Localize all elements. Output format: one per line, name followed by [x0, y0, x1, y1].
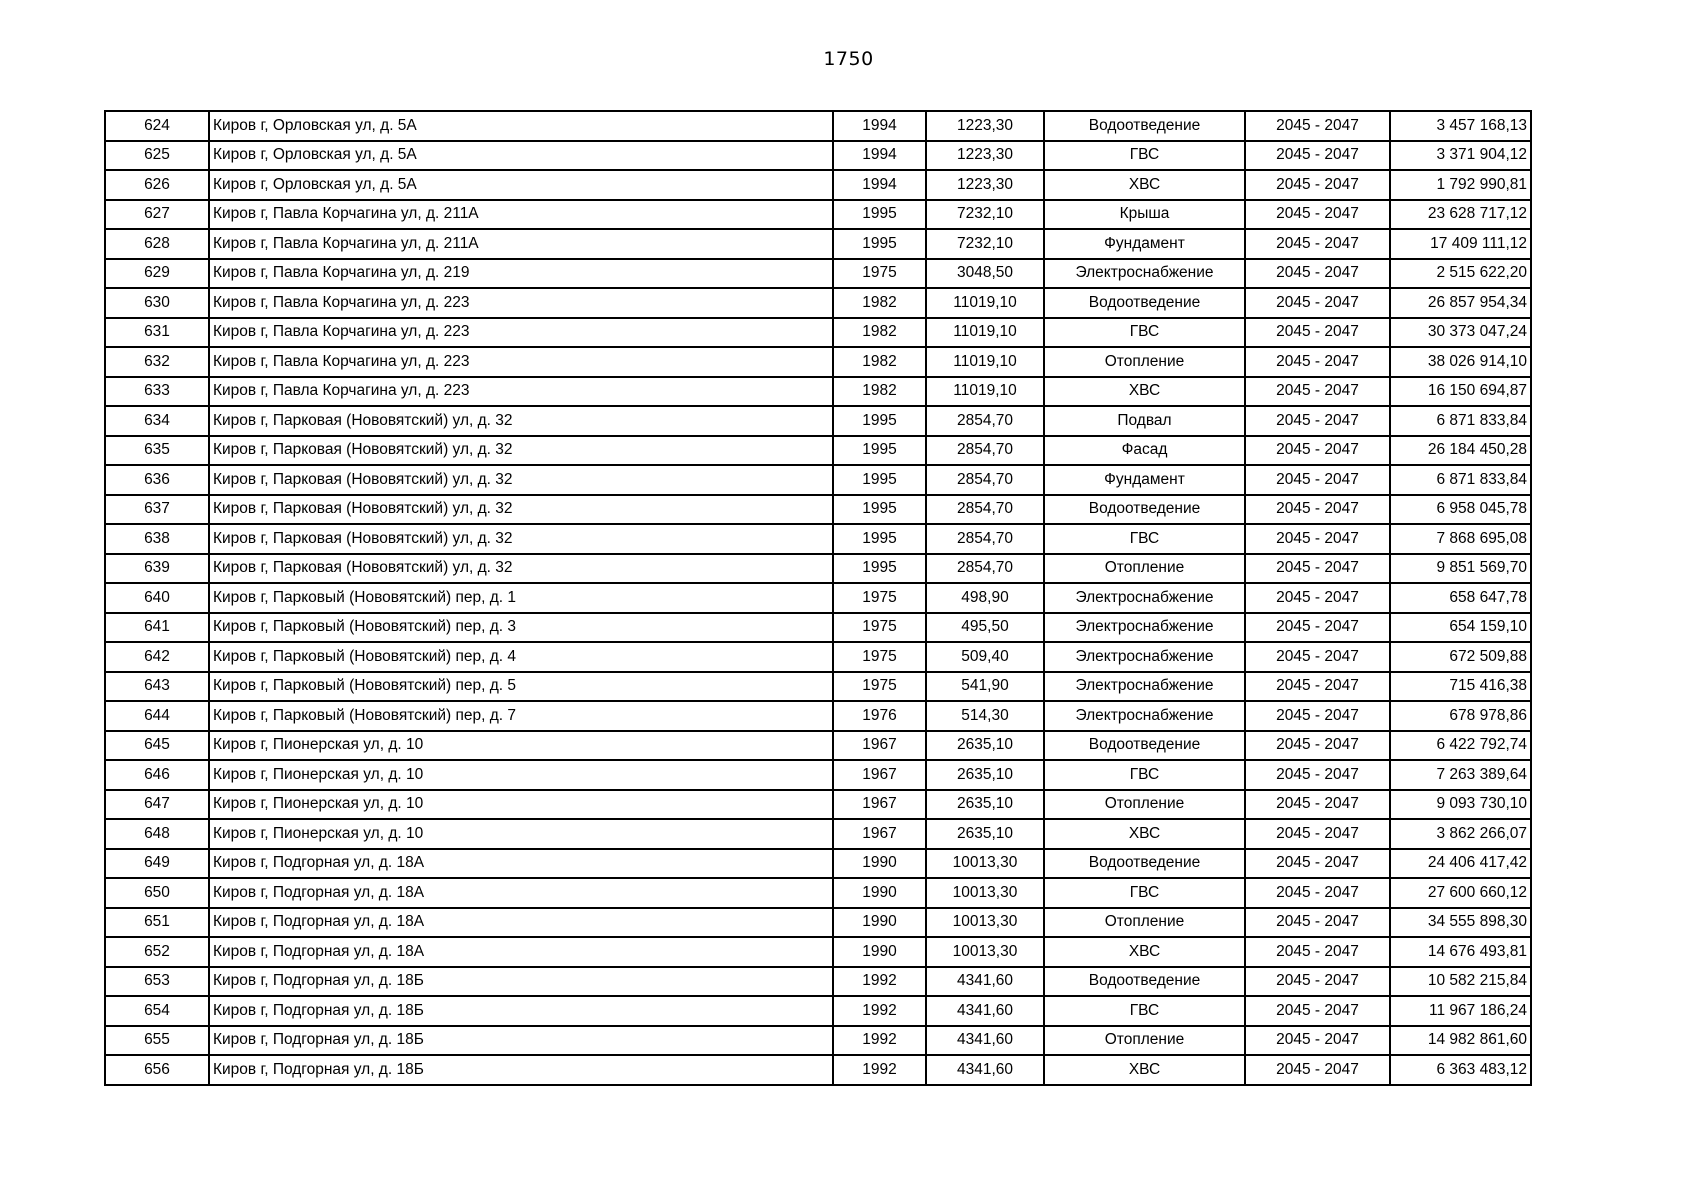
row-number-cell: 655 — [105, 1026, 209, 1056]
address-cell: Киров г, Парковая (Нововятский) ул, д. 32 — [209, 436, 833, 466]
table-row — [105, 996, 1531, 1026]
row-number-cell: 639 — [105, 554, 209, 584]
row-number-cell: 640 — [105, 583, 209, 613]
address-cell: Киров г, Павла Корчагина ул, д. 223 — [209, 288, 833, 318]
table-row — [105, 967, 1531, 997]
build-year-cell: 1967 — [833, 819, 926, 849]
area-cell: 1223,30 — [926, 170, 1044, 200]
area-cell: 3048,50 — [926, 259, 1044, 289]
area-cell: 10013,30 — [926, 849, 1044, 879]
table-row — [105, 524, 1531, 554]
work-type-cell: ГВС — [1044, 760, 1245, 790]
build-year-cell: 1995 — [833, 524, 926, 554]
build-year-cell: 1975 — [833, 259, 926, 289]
cost-cell: 6 958 045,78 — [1390, 495, 1531, 525]
area-cell: 2854,70 — [926, 495, 1044, 525]
work-type-cell: Электроснабжение — [1044, 642, 1245, 672]
period-cell: 2045 - 2047 — [1245, 465, 1390, 495]
address-cell: Киров г, Павла Корчагина ул, д. 223 — [209, 318, 833, 348]
work-type-cell: Крыша — [1044, 200, 1245, 230]
repair-schedule-table — [104, 110, 1532, 1086]
row-number-cell: 647 — [105, 790, 209, 820]
work-type-cell: Электроснабжение — [1044, 613, 1245, 643]
table-row — [105, 790, 1531, 820]
cost-cell: 30 373 047,24 — [1390, 318, 1531, 348]
row-number-cell: 626 — [105, 170, 209, 200]
row-number-cell: 627 — [105, 200, 209, 230]
area-cell: 4341,60 — [926, 1055, 1044, 1085]
table-row — [105, 642, 1531, 672]
period-cell: 2045 - 2047 — [1245, 967, 1390, 997]
table-row — [105, 819, 1531, 849]
row-number-cell: 635 — [105, 436, 209, 466]
work-type-cell: Электроснабжение — [1044, 259, 1245, 289]
table-row — [105, 141, 1531, 171]
row-number-cell: 628 — [105, 229, 209, 259]
row-number-cell: 645 — [105, 731, 209, 761]
cost-cell: 678 978,86 — [1390, 701, 1531, 731]
period-cell: 2045 - 2047 — [1245, 1026, 1390, 1056]
work-type-cell: Отопление — [1044, 347, 1245, 377]
area-cell: 11019,10 — [926, 318, 1044, 348]
row-number-cell: 648 — [105, 819, 209, 849]
area-cell: 2854,70 — [926, 554, 1044, 584]
cost-cell: 34 555 898,30 — [1390, 908, 1531, 938]
table-row — [105, 878, 1531, 908]
address-cell: Киров г, Пионерская ул, д. 10 — [209, 790, 833, 820]
cost-cell: 26 184 450,28 — [1390, 436, 1531, 466]
table-body — [105, 111, 1531, 1085]
address-cell: Киров г, Парковая (Нововятский) ул, д. 32 — [209, 554, 833, 584]
work-type-cell: Водоотведение — [1044, 495, 1245, 525]
row-number-cell: 646 — [105, 760, 209, 790]
work-type-cell: Водоотведение — [1044, 288, 1245, 318]
address-cell: Киров г, Павла Корчагина ул, д. 223 — [209, 347, 833, 377]
address-cell: Киров г, Пионерская ул, д. 10 — [209, 760, 833, 790]
table-row — [105, 731, 1531, 761]
cost-cell: 17 409 111,12 — [1390, 229, 1531, 259]
row-number-cell: 625 — [105, 141, 209, 171]
row-number-cell: 634 — [105, 406, 209, 436]
area-cell: 11019,10 — [926, 288, 1044, 318]
period-cell: 2045 - 2047 — [1245, 141, 1390, 171]
cost-cell: 16 150 694,87 — [1390, 377, 1531, 407]
area-cell: 2854,70 — [926, 465, 1044, 495]
cost-cell: 658 647,78 — [1390, 583, 1531, 613]
address-cell: Киров г, Орловская ул, д. 5А — [209, 111, 833, 141]
row-number-cell: 624 — [105, 111, 209, 141]
work-type-cell: ГВС — [1044, 996, 1245, 1026]
row-number-cell: 633 — [105, 377, 209, 407]
build-year-cell: 1995 — [833, 406, 926, 436]
cost-cell: 24 406 417,42 — [1390, 849, 1531, 879]
build-year-cell: 1994 — [833, 111, 926, 141]
area-cell: 495,50 — [926, 613, 1044, 643]
row-number-cell: 638 — [105, 524, 209, 554]
area-cell: 2854,70 — [926, 436, 1044, 466]
cost-cell: 1 792 990,81 — [1390, 170, 1531, 200]
cost-cell: 672 509,88 — [1390, 642, 1531, 672]
cost-cell: 3 862 266,07 — [1390, 819, 1531, 849]
period-cell: 2045 - 2047 — [1245, 347, 1390, 377]
row-number-cell: 637 — [105, 495, 209, 525]
period-cell: 2045 - 2047 — [1245, 701, 1390, 731]
build-year-cell: 1967 — [833, 760, 926, 790]
address-cell: Киров г, Парковый (Нововятский) пер, д. 1 — [209, 583, 833, 613]
address-cell: Киров г, Подгорная ул, д. 18Б — [209, 1026, 833, 1056]
work-type-cell: Водоотведение — [1044, 967, 1245, 997]
build-year-cell: 1967 — [833, 731, 926, 761]
table-row — [105, 908, 1531, 938]
cost-cell: 26 857 954,34 — [1390, 288, 1531, 318]
table-row — [105, 170, 1531, 200]
row-number-cell: 650 — [105, 878, 209, 908]
build-year-cell: 1995 — [833, 229, 926, 259]
period-cell: 2045 - 2047 — [1245, 259, 1390, 289]
table-row — [105, 937, 1531, 967]
period-cell: 2045 - 2047 — [1245, 908, 1390, 938]
period-cell: 2045 - 2047 — [1245, 731, 1390, 761]
area-cell: 2854,70 — [926, 524, 1044, 554]
address-cell: Киров г, Подгорная ул, д. 18А — [209, 849, 833, 879]
build-year-cell: 1995 — [833, 436, 926, 466]
address-cell: Киров г, Парковый (Нововятский) пер, д. 5 — [209, 672, 833, 702]
table-row — [105, 229, 1531, 259]
address-cell: Киров г, Подгорная ул, д. 18Б — [209, 1055, 833, 1085]
address-cell: Киров г, Павла Корчагина ул, д. 223 — [209, 377, 833, 407]
address-cell: Киров г, Парковая (Нововятский) ул, д. 32 — [209, 465, 833, 495]
period-cell: 2045 - 2047 — [1245, 170, 1390, 200]
address-cell: Киров г, Подгорная ул, д. 18А — [209, 937, 833, 967]
address-cell: Киров г, Парковая (Нововятский) ул, д. 32 — [209, 524, 833, 554]
area-cell: 7232,10 — [926, 229, 1044, 259]
period-cell: 2045 - 2047 — [1245, 790, 1390, 820]
row-number-cell: 653 — [105, 967, 209, 997]
table-row — [105, 200, 1531, 230]
work-type-cell: Отопление — [1044, 1026, 1245, 1056]
address-cell: Киров г, Орловская ул, д. 5А — [209, 141, 833, 171]
work-type-cell: Отопление — [1044, 908, 1245, 938]
table-row — [105, 613, 1531, 643]
row-number-cell: 631 — [105, 318, 209, 348]
period-cell: 2045 - 2047 — [1245, 229, 1390, 259]
area-cell: 11019,10 — [926, 347, 1044, 377]
table-row — [105, 377, 1531, 407]
work-type-cell: Водоотведение — [1044, 731, 1245, 761]
row-number-cell: 649 — [105, 849, 209, 879]
table-row — [105, 406, 1531, 436]
table-row — [105, 495, 1531, 525]
period-cell: 2045 - 2047 — [1245, 200, 1390, 230]
build-year-cell: 1982 — [833, 288, 926, 318]
cost-cell: 3 371 904,12 — [1390, 141, 1531, 171]
table-row — [105, 288, 1531, 318]
work-type-cell: ГВС — [1044, 878, 1245, 908]
address-cell: Киров г, Подгорная ул, д. 18Б — [209, 967, 833, 997]
cost-cell: 7 263 389,64 — [1390, 760, 1531, 790]
cost-cell: 6 871 833,84 — [1390, 465, 1531, 495]
build-year-cell: 1990 — [833, 849, 926, 879]
period-cell: 2045 - 2047 — [1245, 760, 1390, 790]
work-type-cell: Электроснабжение — [1044, 672, 1245, 702]
table-row — [105, 701, 1531, 731]
area-cell: 2635,10 — [926, 790, 1044, 820]
work-type-cell: Электроснабжение — [1044, 701, 1245, 731]
build-year-cell: 1994 — [833, 170, 926, 200]
work-type-cell: ХВС — [1044, 1055, 1245, 1085]
build-year-cell: 1967 — [833, 790, 926, 820]
table-row — [105, 554, 1531, 584]
area-cell: 514,30 — [926, 701, 1044, 731]
period-cell: 2045 - 2047 — [1245, 1055, 1390, 1085]
period-cell: 2045 - 2047 — [1245, 583, 1390, 613]
row-number-cell: 643 — [105, 672, 209, 702]
period-cell: 2045 - 2047 — [1245, 377, 1390, 407]
period-cell: 2045 - 2047 — [1245, 111, 1390, 141]
table-row — [105, 347, 1531, 377]
cost-cell: 6 422 792,74 — [1390, 731, 1531, 761]
address-cell: Киров г, Подгорная ул, д. 18Б — [209, 996, 833, 1026]
work-type-cell: ХВС — [1044, 937, 1245, 967]
table-row — [105, 760, 1531, 790]
table-row — [105, 259, 1531, 289]
row-number-cell: 656 — [105, 1055, 209, 1085]
table-row — [105, 849, 1531, 879]
build-year-cell: 1994 — [833, 141, 926, 171]
build-year-cell: 1995 — [833, 465, 926, 495]
address-cell: Киров г, Пионерская ул, д. 10 — [209, 819, 833, 849]
row-number-cell: 642 — [105, 642, 209, 672]
period-cell: 2045 - 2047 — [1245, 288, 1390, 318]
row-number-cell: 629 — [105, 259, 209, 289]
area-cell: 2635,10 — [926, 731, 1044, 761]
cost-cell: 9 851 569,70 — [1390, 554, 1531, 584]
build-year-cell: 1992 — [833, 996, 926, 1026]
work-type-cell: ХВС — [1044, 170, 1245, 200]
build-year-cell: 1975 — [833, 672, 926, 702]
address-cell: Киров г, Парковая (Нововятский) ул, д. 32 — [209, 495, 833, 525]
build-year-cell: 1992 — [833, 967, 926, 997]
period-cell: 2045 - 2047 — [1245, 406, 1390, 436]
address-cell: Киров г, Парковая (Нововятский) ул, д. 32 — [209, 406, 833, 436]
build-year-cell: 1982 — [833, 347, 926, 377]
address-cell: Киров г, Подгорная ул, д. 18А — [209, 878, 833, 908]
period-cell: 2045 - 2047 — [1245, 642, 1390, 672]
cost-cell: 3 457 168,13 — [1390, 111, 1531, 141]
area-cell: 4341,60 — [926, 967, 1044, 997]
address-cell: Киров г, Парковый (Нововятский) пер, д. 4 — [209, 642, 833, 672]
work-type-cell: ХВС — [1044, 819, 1245, 849]
area-cell: 2854,70 — [926, 406, 1044, 436]
table-row — [105, 111, 1531, 141]
cost-cell: 10 582 215,84 — [1390, 967, 1531, 997]
build-year-cell: 1995 — [833, 554, 926, 584]
row-number-cell: 654 — [105, 996, 209, 1026]
address-cell: Киров г, Орловская ул, д. 5А — [209, 170, 833, 200]
cost-cell: 7 868 695,08 — [1390, 524, 1531, 554]
row-number-cell: 630 — [105, 288, 209, 318]
period-cell: 2045 - 2047 — [1245, 672, 1390, 702]
period-cell: 2045 - 2047 — [1245, 436, 1390, 466]
work-type-cell: Фундамент — [1044, 229, 1245, 259]
work-type-cell: Водоотведение — [1044, 111, 1245, 141]
work-type-cell: ГВС — [1044, 318, 1245, 348]
area-cell: 10013,30 — [926, 937, 1044, 967]
address-cell: Киров г, Парковый (Нововятский) пер, д. 7 — [209, 701, 833, 731]
table-row — [105, 1055, 1531, 1085]
period-cell: 2045 - 2047 — [1245, 819, 1390, 849]
area-cell: 2635,10 — [926, 819, 1044, 849]
row-number-cell: 651 — [105, 908, 209, 938]
cost-cell: 715 416,38 — [1390, 672, 1531, 702]
table-row — [105, 436, 1531, 466]
cost-cell: 23 628 717,12 — [1390, 200, 1531, 230]
build-year-cell: 1992 — [833, 1055, 926, 1085]
address-cell: Киров г, Павла Корчагина ул, д. 211А — [209, 200, 833, 230]
address-cell: Киров г, Пионерская ул, д. 10 — [209, 731, 833, 761]
area-cell: 541,90 — [926, 672, 1044, 702]
period-cell: 2045 - 2047 — [1245, 937, 1390, 967]
area-cell: 509,40 — [926, 642, 1044, 672]
work-type-cell: Фасад — [1044, 436, 1245, 466]
cost-cell: 9 093 730,10 — [1390, 790, 1531, 820]
work-type-cell: Фундамент — [1044, 465, 1245, 495]
page-number: 1750 — [823, 48, 874, 70]
work-type-cell: ГВС — [1044, 524, 1245, 554]
area-cell: 498,90 — [926, 583, 1044, 613]
area-cell: 4341,60 — [926, 1026, 1044, 1056]
table-row — [105, 318, 1531, 348]
work-type-cell: Электроснабжение — [1044, 583, 1245, 613]
period-cell: 2045 - 2047 — [1245, 996, 1390, 1026]
build-year-cell: 1990 — [833, 937, 926, 967]
work-type-cell: Отопление — [1044, 554, 1245, 584]
work-type-cell: ГВС — [1044, 141, 1245, 171]
build-year-cell: 1982 — [833, 318, 926, 348]
build-year-cell: 1975 — [833, 583, 926, 613]
address-cell: Киров г, Парковый (Нововятский) пер, д. 3 — [209, 613, 833, 643]
period-cell: 2045 - 2047 — [1245, 849, 1390, 879]
cost-cell: 2 515 622,20 — [1390, 259, 1531, 289]
build-year-cell: 1990 — [833, 878, 926, 908]
period-cell: 2045 - 2047 — [1245, 524, 1390, 554]
work-type-cell: Подвал — [1044, 406, 1245, 436]
cost-cell: 6 363 483,12 — [1390, 1055, 1531, 1085]
build-year-cell: 1975 — [833, 613, 926, 643]
address-cell: Киров г, Подгорная ул, д. 18А — [209, 908, 833, 938]
period-cell: 2045 - 2047 — [1245, 613, 1390, 643]
build-year-cell: 1990 — [833, 908, 926, 938]
build-year-cell: 1995 — [833, 495, 926, 525]
address-cell: Киров г, Павла Корчагина ул, д. 211А — [209, 229, 833, 259]
area-cell: 1223,30 — [926, 111, 1044, 141]
cost-cell: 38 026 914,10 — [1390, 347, 1531, 377]
row-number-cell: 632 — [105, 347, 209, 377]
cost-cell: 6 871 833,84 — [1390, 406, 1531, 436]
work-type-cell: Водоотведение — [1044, 849, 1245, 879]
period-cell: 2045 - 2047 — [1245, 554, 1390, 584]
row-number-cell: 644 — [105, 701, 209, 731]
cost-cell: 654 159,10 — [1390, 613, 1531, 643]
table-row — [105, 465, 1531, 495]
area-cell: 7232,10 — [926, 200, 1044, 230]
build-year-cell: 1982 — [833, 377, 926, 407]
row-number-cell: 652 — [105, 937, 209, 967]
period-cell: 2045 - 2047 — [1245, 495, 1390, 525]
cost-cell: 27 600 660,12 — [1390, 878, 1531, 908]
table-row — [105, 583, 1531, 613]
table-row — [105, 672, 1531, 702]
work-type-cell: Отопление — [1044, 790, 1245, 820]
cost-cell: 14 982 861,60 — [1390, 1026, 1531, 1056]
cost-cell: 14 676 493,81 — [1390, 937, 1531, 967]
area-cell: 10013,30 — [926, 878, 1044, 908]
build-year-cell: 1992 — [833, 1026, 926, 1056]
table-row — [105, 1026, 1531, 1056]
work-type-cell: ХВС — [1044, 377, 1245, 407]
build-year-cell: 1995 — [833, 200, 926, 230]
cost-cell: 11 967 186,24 — [1390, 996, 1531, 1026]
address-cell: Киров г, Павла Корчагина ул, д. 219 — [209, 259, 833, 289]
row-number-cell: 641 — [105, 613, 209, 643]
area-cell: 1223,30 — [926, 141, 1044, 171]
area-cell: 2635,10 — [926, 760, 1044, 790]
area-cell: 4341,60 — [926, 996, 1044, 1026]
period-cell: 2045 - 2047 — [1245, 878, 1390, 908]
area-cell: 10013,30 — [926, 908, 1044, 938]
period-cell: 2045 - 2047 — [1245, 318, 1390, 348]
area-cell: 11019,10 — [926, 377, 1044, 407]
row-number-cell: 636 — [105, 465, 209, 495]
build-year-cell: 1975 — [833, 642, 926, 672]
build-year-cell: 1976 — [833, 701, 926, 731]
